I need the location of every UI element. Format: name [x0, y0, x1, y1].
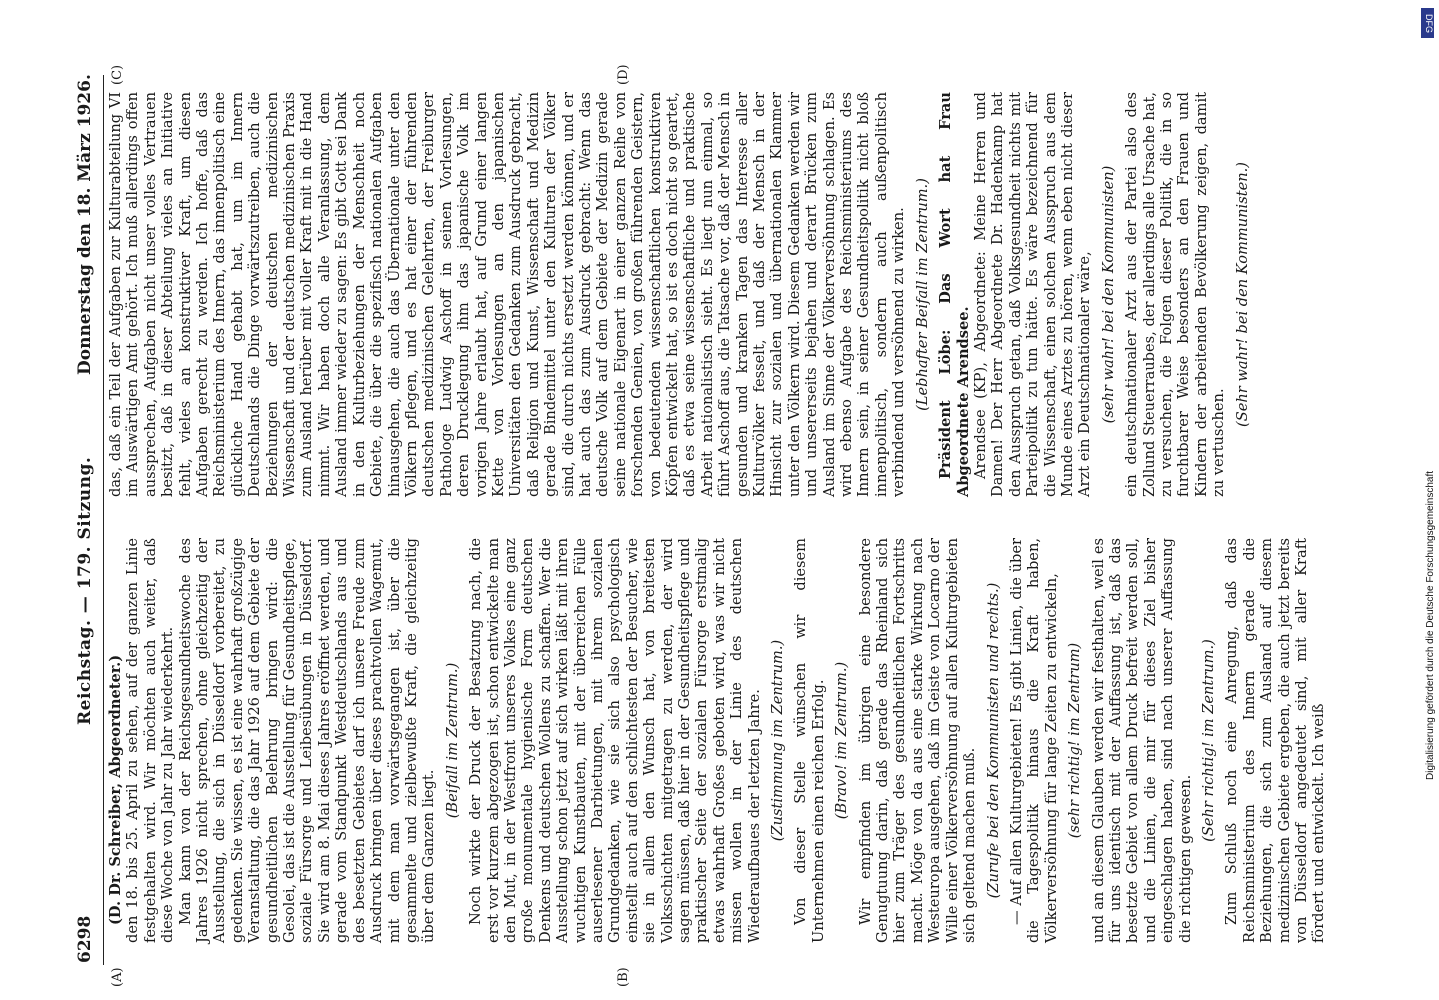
paragraph: Wir empfinden im übrigen eine besondere Genugtuung darin, daß gerade das Rheinland sich hier zum Träger des gesundheitlichen Fortschritts macht. Möge von da aus eine starke Wirkung nach Westeuropa ausgehen, daß im Geiste von Locarno der Wille einer Völkerversöhnung auf allen Kulturgebieten sich geltend machen muß.: [856, 538, 979, 943]
session-title: Reichstag. — 179. Sitzung.: [75, 456, 95, 725]
interjection: (sehr richtig! im Zentrum): [1066, 642, 1084, 839]
page-header: [75, 75, 104, 965]
interjection: (sehr wahr! bei den Kommunisten): [1099, 165, 1117, 424]
interjection: (Lebhafter Beifall im Zentrum.): [913, 178, 931, 411]
speaker-line: (D. Dr. Schreiber, Abgeordneter.): [107, 654, 124, 925]
interjection: (Sehr wahr! bei den Kommunisten.): [1233, 162, 1251, 427]
interjection: (Sehr richtig! im Zentrum.): [1199, 639, 1217, 842]
paragraph: Noch wirkte der Druck der Besatzung nach, die erst vor kurzem abgezogen ist, schon entwickelte man den Mut, in der Westfront unseres Volkes eine ganz große monumentale hygienische Form deutschen Denkens und deutschen Wollens zu schaffen. Wer die Ausstellung schon jetzt auf sich wirken läßt mit ihren wuchtigen Kunstbauten, mit der überreichen Fülle auserlesener Darbietungen, mit ihrem sozialen Grundgedanken, wie sie sich also psychologisch einstellt auch auf den schlichtesten der Besucher, wie sie in allem den Wunsch hat, von breitesten Volksschichten mitgetragen zu werden, der wird sagen müssen, daß hier in der Gesundheitspflege und praktischer Seite der sozialen Fürsorge erstmalig etwas wahrhaft Großes geboten wird, was wir nicht missen wollen in der Linie des deutschen Wiederaufbaues der letzten Jahre.: [467, 538, 763, 943]
paragraph: Arendsee (KP), Abgeordnete: Meine Herren und Damen! Der Herr Abgeordnete Dr. Hadenkamp hat den Ausspruch getan, daß Volksgesundheit nichts mit Parteipolitik zu tun hätte. Es wäre bezeichnend für die Wissenschaft, einen solchen Ausspruch aus dem Munde eines Arztes zu hören, wenn eben nicht dieser Arzt ein Deutschnationaler wäre,: [971, 92, 1094, 497]
paragraph: — Auf allen Kulturgebieten! Es gibt Linien, die über die Tagespolitik hinaus die Kraft haben, Völkerversöhnung für lange Zeiten zu entwickeln,: [1007, 538, 1060, 943]
page-number: 6298: [75, 915, 95, 963]
paragraph: Man kann von der Reichsgesundheitswoche des Jahres 1926 nicht sprechen, ohne gleichzeitig der Ausstellung, die sich in Düsseldorf vorbereitet, zu gedenken. Sie wissen, es ist eine wahrhaft großzügige Veranstaltung, die das Jahr 1926 auf dem Gebiete der gesundheitlichen Belehrung bringen wird: die Gesolei, das ist die Ausstellung für Gesundheitspflege, soziale Fürsorge und Leibesübungen in Düsseldorf. Sie wird am 8. Mai dieses Jahres eröffnet werden, und gerade vom Standpunkt Westdeutschlands aus und des besetzten Gebietes darf ich unsere Freude zum Ausdruck bringen über dieses prachtvollen Wagemut, mit dem man vorwärtsgegangen ist, über die gesammelte und zielbewußte Kraft, die gleichzeitig über dem Ganzen liegt.: [176, 538, 438, 943]
right-column: [107, 92, 1257, 497]
paragraph: den 18. bis 25. April zu sehen, auf der ganzen Linie festgehalten wird. Wir möchten auch weiter, daß diese Woche von Jahr zu Jahr wiederkehrt.: [124, 538, 177, 943]
paragraph: Von dieser Stelle wünschen wir diesem Unternehmen einen reichen Erfolg.: [792, 538, 827, 943]
margin-marker-c: (C): [110, 64, 125, 85]
interjection: (Beifall im Zentrum.): [443, 662, 461, 819]
dfg-logo: DFG: [1421, 8, 1434, 38]
paragraph: das, daß ein Teil der Aufgaben zur Kulturabteilung VI im Auswärtigen Amt gehört. Ich muß allerdings offen aussprechen, Aufgaben nicht unser volles Vertrauen besitzt, daß in dieser Abteilung vieles an Initiative fehlt, vieles an konstruktiver Kraft, um diesen Aufgaben gerecht zu werden. Ich hoffe, daß das Reichsministerium des Innern, das innenpolitisch eine glückliche Hand gehabt hat, um im Innern Deutschlands die Dinge vorwärtszutreiben, auch die Beziehungen der deutschen medizinischen Wissenschaft und der deutschen medizinischen Praxis zum Ausland herüber mit voller Kraft mit in die Hand nimmt. Wir haben doch alle Veranlassung, dem Ausland immer wieder zu sagen: Es gibt Gott sei Dank in den Kulturbeziehungen der Menschheit noch Gebiete, die über die spezifisch nationalen Aufgaben hinausgehen, die auch das Übernationale unter den Völkern pflegen, und es hat einer der führenden deutschen medizinischen Gelehrten, der Freiburger Pathologe Ludwig Aschoff in seinen Vorlesungen, deren Drucklegung ihm das japanische Volk im vorigen Jahre erlaubt hat, auf Grund einer langen Kette von Vorlesungen an den japanischen Universitäten den Gedanken zum Ausdruck gebracht, daß Religion und Kunst, Wissenschaft und Medizin gerade Bindemittel unter den Kulturen der Völker sind, die durch nichts ersetzt werden können, und er hat auch das zum Ausdruck gebracht: Wenn das deutsche Volk auf dem Gebiete der Medizin gerade seine nationale Eigenart in einer ganzen Reihe von forschenden Genien, von großen führenden Geistern, von bedeutenden wissenschaftlichen konstruktiven Köpfen entwickelt hat, so ist es doch nicht so geartet, daß es etwa seine wissenschaftliche und praktische Arbeit nationalistisch sieht. Es liegt nun einmal, so führt Aschoff aus, die Tatsache vor, daß der Mensch in gesunden und kranken Tagen das Interesse aller Kulturvölker fesselt, und daß der Mensch in der Hinsicht zur sozialen und übernationalen Klammer unter den Völkern wird. Diesem Gedanken werden wir und unsererseits bejahen und derart Brücken zum Ausland im Sinne der Völkerversöhnung schlagen. Es wird ebenso Aufgabe des Reichsministeriums des Innern sein, in seiner Gesundheitspolitik nicht bloß innenpolitisch, sondern auch außenpolitisch verbindend und versöhnend zu wirken.: [107, 92, 908, 497]
dfg-credit: Digitalisierung gefördert durch die Deutsche Forschungsgemeinschaft: [1425, 470, 1436, 780]
paragraph: und an diesem Glauben werden wir festhalten, weil es für uns identisch mit der Auffassung ist, daß das besetzte Gebiet von allem Druck befreit werden soll, und die Linien, die mir für dieses Ziel bisher eingeschlagen haben, sind nach unserer Auffassung die richtigen gewesen.: [1089, 538, 1194, 943]
paragraph: ein deutschnationaler Arzt aus der Partei also des Zollund Steuerraubes, der allerdings alle Ursache hat, zu versuchen, die Folgen dieser Politik, die in so furchtbarer Weise besonders an den Frauen und Kindern der arbeitenden Bevölkerung zeigen, damit zu vertuschen.: [1123, 92, 1228, 497]
interjection: (Zurufe bei den Kommunisten und rechts.): [984, 582, 1002, 899]
margin-marker-a: (A): [110, 967, 125, 987]
interjection: (Zustimmung im Zentrum.): [769, 639, 787, 842]
left-column: [107, 538, 1328, 943]
session-date: Donnerstag den 18. März 1926.: [75, 74, 95, 375]
interjection: (Bravo! im Zentrum.): [833, 661, 851, 820]
document-page: [75, 64, 1328, 987]
margin-marker-d: (D): [616, 64, 631, 85]
speaker-line: Präsident Löbe: Das Wort hat Frau Abgeordnete Arendsee.: [937, 92, 972, 497]
paragraph: Zum Schluß noch eine Anregung, daß das Reichsministerium des Innern gerade die Beziehungen, die sich zum Ausland auf diesem medizinischen Gebiete ergeben, die auch jetzt bereits von Düsseldorf angedeutet sind, mit aller Kraft fördert und entwickelt. Ich weiß: [1223, 538, 1328, 943]
margin-marker-b: (B): [616, 967, 631, 987]
